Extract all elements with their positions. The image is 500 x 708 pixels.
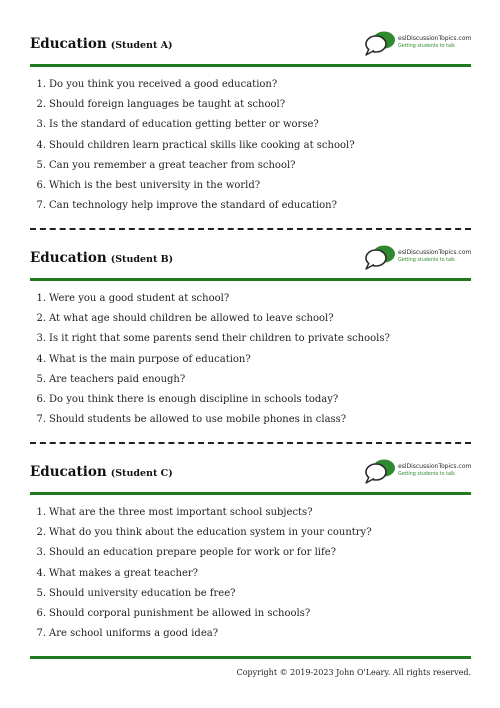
title-text: Education	[30, 36, 107, 52]
question-number: 6.	[36, 179, 46, 191]
question-number: 7.	[36, 200, 46, 212]
question-item	[30, 140, 471, 160]
question-text: Are school uniforms a good idea?	[49, 628, 219, 640]
logo-tagline: Getting students to talk	[398, 258, 456, 263]
question-number: 5.	[36, 159, 46, 171]
question-item	[30, 374, 471, 394]
question-item	[30, 119, 471, 139]
question-number: 3.	[36, 119, 46, 131]
question-item	[30, 628, 471, 648]
section-title	[30, 464, 173, 480]
question-item	[30, 293, 471, 313]
question-number: 3.	[36, 333, 46, 345]
green-divider	[30, 278, 471, 281]
question-item	[30, 99, 471, 119]
copyright-notice: Copyright © 2019-2023 John O'Leary. All rights reserved.	[236, 668, 471, 677]
section-header	[30, 26, 471, 64]
question-text: What makes a great teacher?	[49, 567, 199, 579]
speech-bubbles-icon	[363, 30, 397, 58]
question-number: 1.	[36, 79, 46, 90]
question-text: What are the three most important school subjects?	[49, 507, 313, 518]
speech-bubbles-icon	[363, 458, 397, 486]
question-text: What is the main purpose of education?	[49, 353, 251, 365]
question-text: Are teachers paid enough?	[49, 373, 186, 385]
question-number: 4.	[36, 139, 46, 151]
question-text: Can technology help improve the standard of education?	[49, 200, 337, 212]
question-number: 6.	[36, 393, 46, 405]
question-text: What do you think about the education system in your country?	[49, 527, 372, 539]
site-logo	[363, 244, 471, 272]
question-number: 2.	[36, 313, 46, 325]
question-number: 1.	[36, 507, 46, 518]
section-header	[30, 240, 471, 278]
question-text: Is the standard of education getting better or worse?	[49, 119, 319, 131]
student-label: (Student A)	[110, 40, 173, 51]
green-divider	[30, 64, 471, 67]
logo-site-name: eslDiscussionTopics.com	[398, 249, 472, 256]
question-list	[30, 79, 471, 220]
question-list	[30, 507, 471, 648]
section-student-c	[30, 454, 472, 640]
question-text: At what age should children be allowed to leave school?	[49, 313, 334, 325]
question-text: Should students be allowed to use mobile phones in class?	[49, 414, 347, 426]
cut-line	[30, 228, 471, 230]
question-item	[30, 588, 471, 608]
question-item	[30, 313, 471, 333]
site-logo	[363, 458, 471, 486]
logo-tagline: Getting students to talk	[398, 44, 456, 49]
section-header	[30, 454, 471, 492]
question-text: Do you think you received a good education?	[49, 79, 278, 90]
question-number: 3.	[36, 547, 46, 559]
question-item	[30, 180, 471, 200]
green-divider	[30, 492, 471, 495]
question-item	[30, 394, 471, 414]
question-item	[30, 200, 471, 220]
section-student-b	[30, 240, 472, 426]
question-text: Should foreign languages be taught at school?	[49, 99, 286, 111]
question-text: Should university education be free?	[49, 587, 236, 599]
question-item	[30, 354, 471, 374]
question-list	[30, 293, 471, 434]
cut-line	[30, 442, 471, 444]
question-item	[30, 568, 471, 588]
question-text: Can you remember a great teacher from school?	[49, 159, 296, 171]
question-text: Should corporal punishment be allowed in schools?	[49, 607, 311, 619]
question-number: 7.	[36, 628, 46, 640]
question-number: 5.	[36, 587, 46, 599]
title-text: Education	[30, 250, 107, 266]
question-item	[30, 507, 471, 527]
question-number: 2.	[36, 99, 46, 111]
question-number: 4.	[36, 353, 46, 365]
question-number: 6.	[36, 607, 46, 619]
section-title	[30, 250, 173, 266]
question-item	[30, 527, 471, 547]
section-student-a	[30, 26, 472, 212]
question-text: Were you a good student at school?	[49, 293, 230, 304]
question-number: 5.	[36, 373, 46, 385]
question-item	[30, 79, 471, 99]
question-item	[30, 160, 471, 180]
question-text: Is it right that some parents send their children to private schools?	[49, 333, 390, 345]
question-number: 7.	[36, 414, 46, 426]
question-text: Do you think there is enough discipline in schools today?	[49, 393, 339, 405]
question-item	[30, 333, 471, 353]
logo-site-name: eslDiscussionTopics.com	[398, 463, 472, 470]
question-item	[30, 608, 471, 628]
question-number: 4.	[36, 567, 46, 579]
footer-divider	[30, 656, 471, 659]
student-label: (Student C)	[110, 468, 173, 479]
student-label: (Student B)	[110, 254, 174, 265]
logo-tagline: Getting students to talk	[398, 472, 456, 477]
logo-site-name: eslDiscussionTopics.com	[398, 35, 472, 42]
title-text: Education	[30, 464, 107, 480]
question-item	[30, 414, 471, 434]
question-number: 2.	[36, 527, 46, 539]
question-text: Which is the best university in the world?	[49, 179, 261, 191]
question-item	[30, 547, 471, 567]
question-text: Should an education prepare people for work or for life?	[49, 547, 336, 559]
site-logo	[363, 30, 471, 58]
section-title	[30, 36, 173, 52]
question-text: Should children learn practical skills like cooking at school?	[49, 139, 355, 151]
speech-bubbles-icon	[363, 244, 397, 272]
question-number: 1.	[36, 293, 46, 304]
